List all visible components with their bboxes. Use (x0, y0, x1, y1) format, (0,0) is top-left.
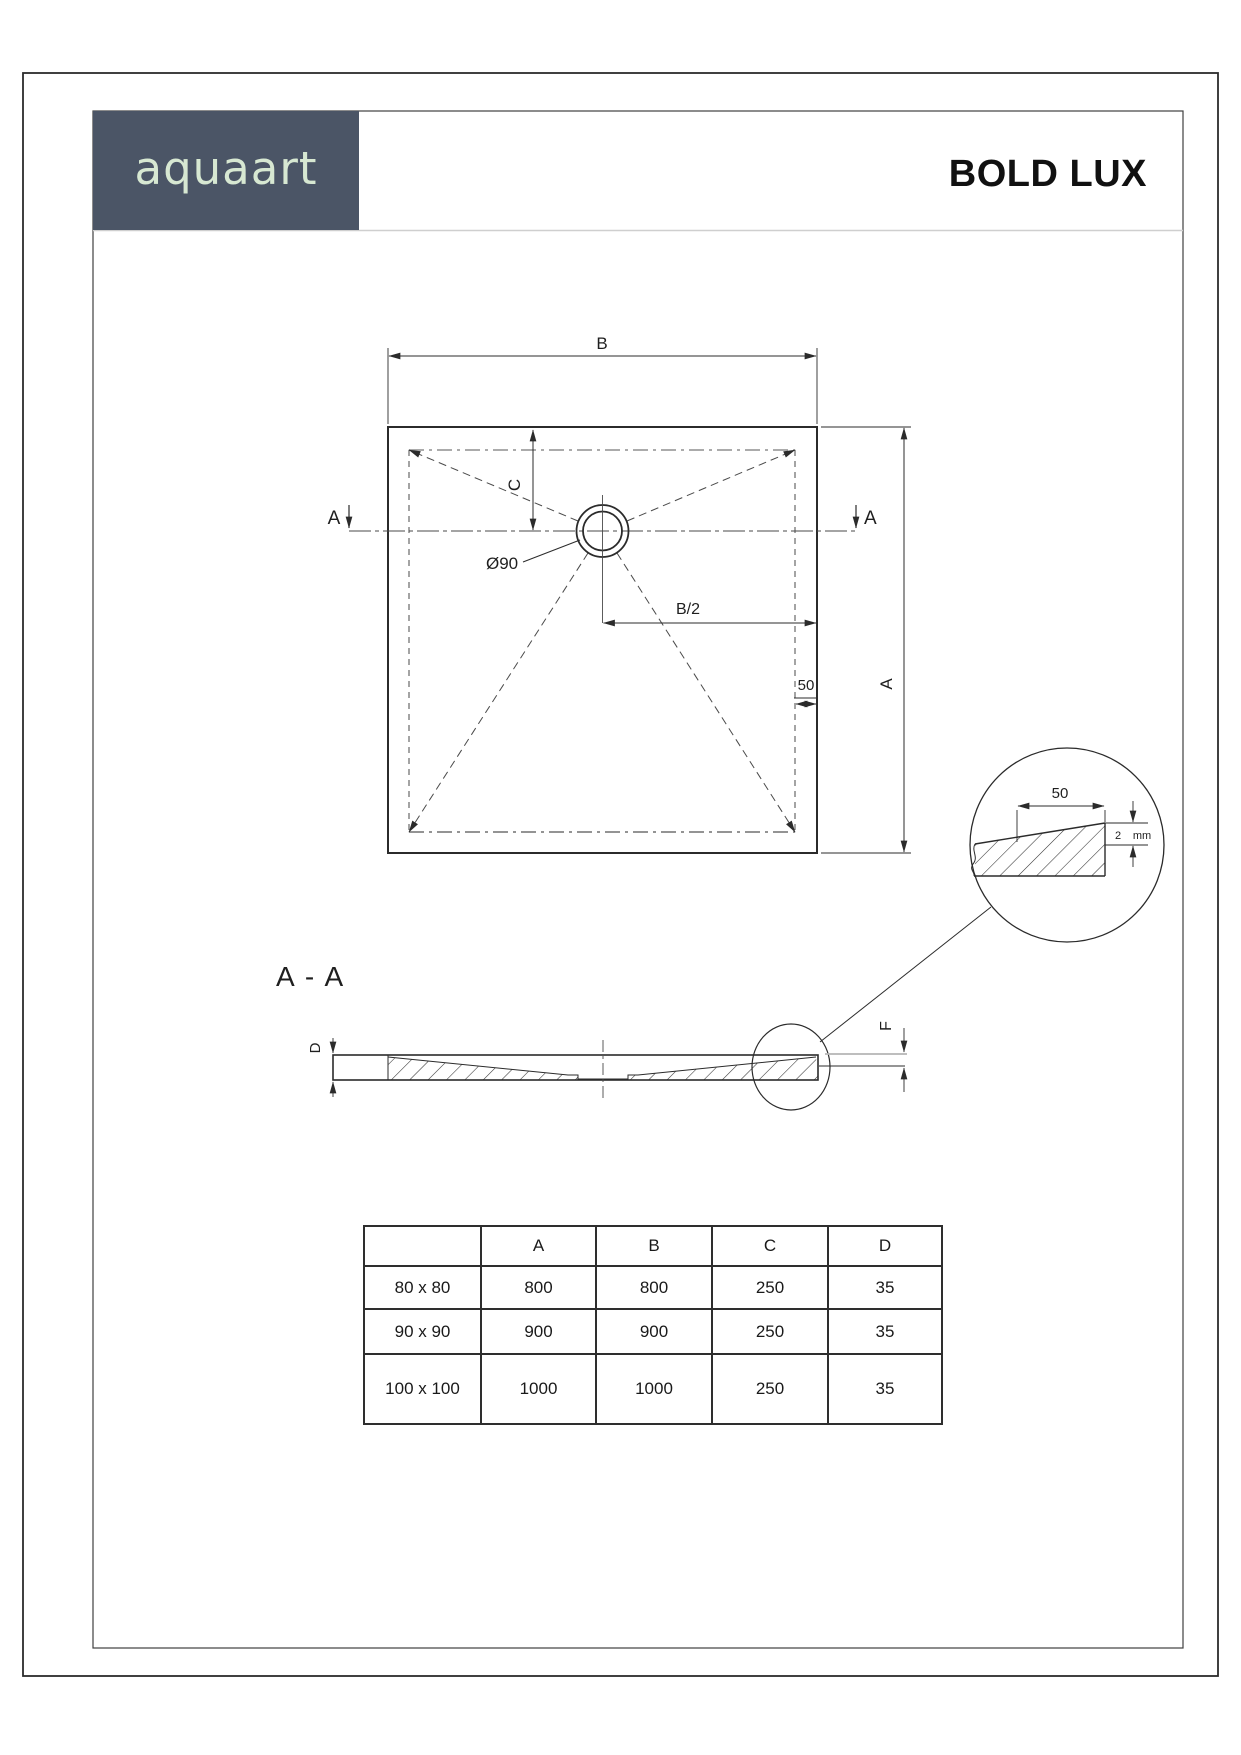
cell-c: 250 (712, 1354, 828, 1424)
cell-size: 80 x 80 (364, 1266, 481, 1309)
product-title: BOLD LUX (948, 153, 1147, 195)
dim-a-vertical (821, 427, 911, 853)
cell-b: 800 (596, 1266, 712, 1309)
cell-c: 250 (712, 1266, 828, 1309)
dim-2mm-unit: mm (1132, 830, 1152, 842)
cell-size: 100 x 100 (364, 1354, 481, 1424)
dim-50-detail-label: 50 (1051, 785, 1069, 802)
brand-logo-text: aquaart (134, 142, 318, 195)
dim-d (307, 1038, 333, 1097)
dim-a-label: A (877, 678, 896, 690)
section-title: A - A (276, 961, 346, 992)
drain-diameter-callout (486, 540, 580, 573)
cell-size: 90 x 90 (364, 1309, 481, 1354)
table-row (364, 1354, 942, 1424)
dim-b-half-label: B/2 (675, 601, 701, 618)
cell-d: 35 (828, 1354, 942, 1424)
section-marker-right-label: A (864, 508, 877, 529)
dim-50-edge-label: 50 (797, 677, 815, 694)
tray-outline (388, 427, 817, 853)
dim-50-edge (794, 677, 818, 704)
section-marker-left-label: A (327, 508, 341, 529)
cell-a: 900 (481, 1309, 596, 1354)
dim-2mm-value: 2 (1114, 830, 1122, 842)
dim-2mm (1105, 801, 1151, 867)
slope-diagonals (409, 450, 795, 832)
drain-diameter-label: Ø90 (486, 554, 519, 573)
detail-leader-line (820, 907, 991, 1042)
cell-b: 900 (596, 1309, 712, 1354)
dim-c-label: C (505, 478, 524, 492)
dim-f (819, 1021, 907, 1092)
table-row (364, 1309, 942, 1354)
dim-b-label: B (596, 334, 608, 353)
cell-a: 1000 (481, 1354, 596, 1424)
cell-d: 35 (828, 1309, 942, 1354)
header-cell-b: B (596, 1226, 712, 1266)
table-header-row (364, 1226, 942, 1266)
section-view (276, 907, 991, 1110)
header-cell-c: C (712, 1226, 828, 1266)
dim-c (505, 430, 533, 530)
dimensions-table (363, 1225, 943, 1425)
cell-d: 35 (828, 1266, 942, 1309)
table-row (364, 1266, 942, 1309)
dim-d-label: D (307, 1042, 324, 1054)
cell-b: 1000 (596, 1354, 712, 1424)
inner-dashed-rect (409, 450, 795, 832)
header-cell-size (364, 1226, 481, 1266)
section-marker-left (328, 505, 349, 529)
dim-b (388, 334, 817, 424)
brand-logo (93, 111, 359, 230)
cell-a: 800 (481, 1266, 596, 1309)
cell-c: 250 (712, 1309, 828, 1354)
detail-view (970, 748, 1164, 942)
header-cell-a: A (481, 1226, 596, 1266)
top-view-drawing (328, 334, 911, 853)
section-marker-right (856, 505, 877, 529)
detail-hatch (975, 823, 1105, 876)
dim-b-half (604, 601, 817, 623)
header-cell-d: D (828, 1226, 942, 1266)
dim-f-label: F (878, 1021, 895, 1031)
